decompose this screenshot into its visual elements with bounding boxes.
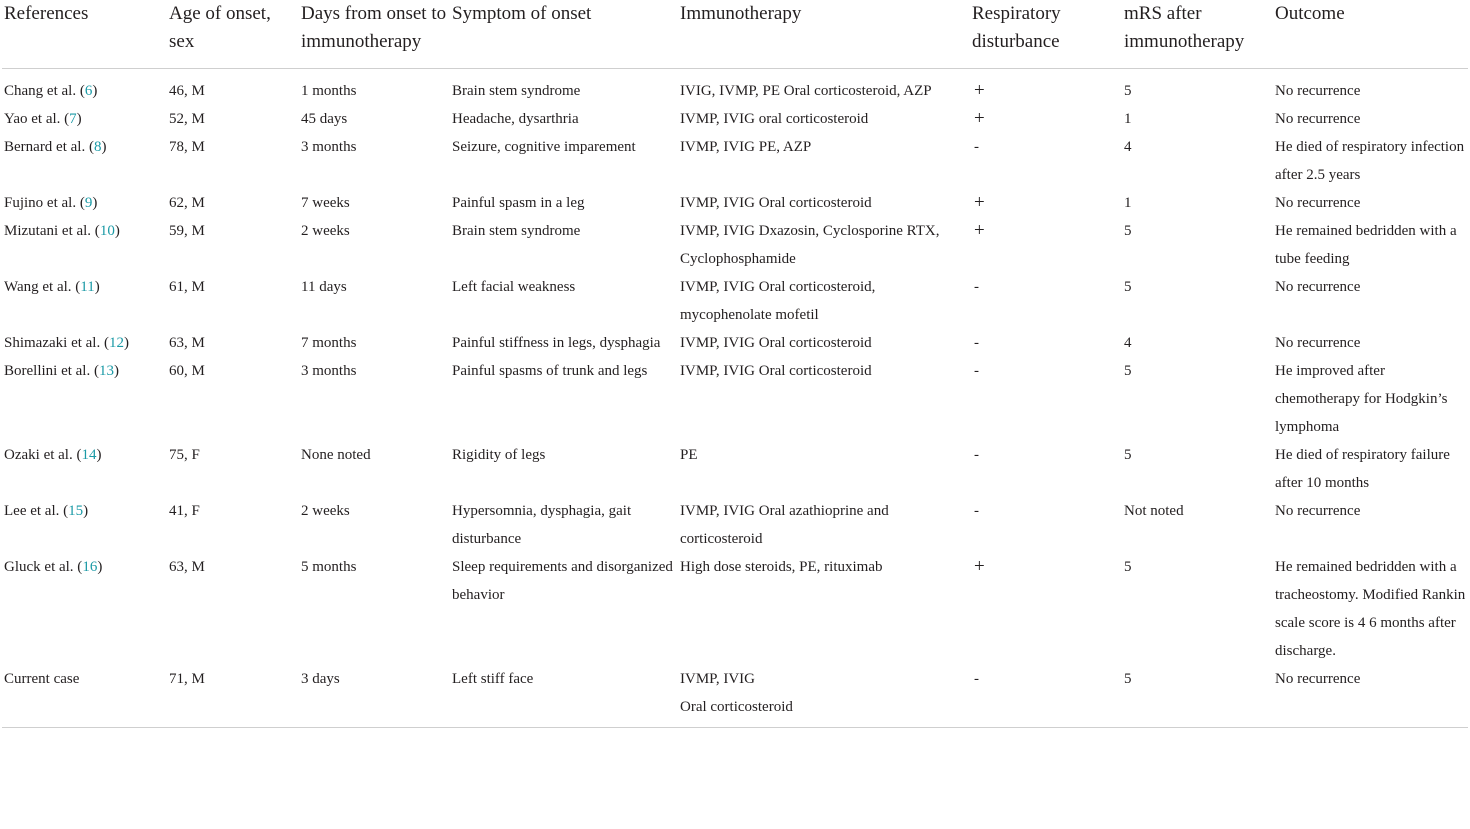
cell-mrs: 5	[1124, 83, 1132, 99]
immunotherapy-line: Oral corticosteroid	[680, 699, 793, 715]
cell-symptom: Brain stem syndrome	[452, 223, 581, 239]
table-row	[2, 441, 1468, 497]
table-row	[2, 69, 1468, 106]
cell-respiratory: -	[974, 139, 979, 155]
table-row	[2, 273, 1468, 329]
cell-symptom: Sleep requirements and disorganized behavior	[452, 559, 673, 603]
reference-link[interactable]: 16	[82, 559, 98, 575]
header-respiratory: Respiratory disturbance	[970, 0, 1122, 69]
cell-immunotherapy: IVMP, IVIG Oral corticosteroid, mycophenolate mofetil	[680, 279, 876, 323]
cell-age-sex: 46, M	[169, 83, 205, 99]
cell-reference: Ozaki et al. (14)	[4, 447, 102, 463]
cell-symptom: Painful spasm in a leg	[452, 195, 585, 211]
cell-age-sex: 71, M	[167, 665, 299, 728]
cell-respiratory: -	[974, 503, 979, 519]
cell-mrs: 5	[1124, 447, 1132, 463]
table-row	[2, 105, 1468, 133]
reference-link[interactable]: 7	[69, 111, 77, 127]
cell-reference: Mizutani et al. (10)	[4, 223, 120, 239]
cell-immunotherapy: IVMP, IVIG Oral corticosteroid	[680, 363, 872, 379]
table-row	[2, 189, 1468, 217]
cell-reference: Lee et al. (15)	[4, 503, 89, 519]
cell-reference: Fujino et al. (9)	[4, 195, 98, 211]
cell-mrs: 5	[1124, 363, 1132, 379]
reference-link[interactable]: 13	[98, 363, 114, 379]
reference-link[interactable]: 14	[81, 447, 97, 463]
cell-respiratory: -	[974, 335, 979, 351]
cell-age-sex: 41, F	[169, 503, 200, 519]
cell-age-sex: 63, M	[169, 335, 205, 351]
cell-age-sex: 62, M	[169, 195, 205, 211]
table-row	[2, 217, 1468, 273]
cell-immunotherapy: IVIG, IVMP, PE Oral corticosteroid, AZP	[680, 83, 932, 99]
cell-reference: Yao et al. (7)	[4, 111, 82, 127]
cell-respiratory: +	[974, 192, 985, 213]
cell-symptom: Headache, dysarthria	[452, 111, 579, 127]
cell-reference: Current case	[2, 665, 167, 728]
cell-immunotherapy: High dose steroids, PE, rituximab	[680, 559, 883, 575]
cell-age-sex: 60, M	[169, 363, 205, 379]
cell-reference: Wang et al. (11)	[4, 279, 100, 295]
cell-mrs: 1	[1124, 111, 1132, 127]
cell-outcome: He remained bedridden with a tube feeding	[1275, 223, 1457, 267]
cell-immunotherapy: IVMP, IVIG Oral azathioprine and corticosteroid	[680, 503, 889, 547]
cell-outcome: No recurrence	[1275, 503, 1361, 519]
cell-mrs: 5	[1124, 279, 1132, 295]
cell-symptom: Painful spasms of trunk and legs	[452, 363, 648, 379]
cell-symptom: Painful stiffness in legs, dysphagia	[452, 335, 661, 351]
table-body	[2, 69, 1468, 728]
table-row	[2, 497, 1468, 553]
cell-days: 3 months	[301, 363, 357, 379]
cell-symptom: Seizure, cognitive imparement	[452, 139, 636, 155]
cell-symptom: Hypersomnia, dysphagia, gait disturbance	[452, 503, 632, 547]
cell-immunotherapy: IVMP, IVIG oral corticosteroid	[680, 111, 869, 127]
cell-outcome: No recurrence	[1275, 195, 1361, 211]
cell-respiratory: -	[974, 447, 979, 463]
cell-age-sex: 75, F	[169, 447, 200, 463]
header-age-sex: Age of onset, sex	[167, 0, 299, 69]
table-row	[2, 329, 1468, 357]
cell-days: 2 weeks	[301, 223, 350, 239]
cell-days: 3 months	[301, 139, 357, 155]
reference-link[interactable]: 10	[99, 223, 115, 239]
cell-respiratory: +	[974, 108, 985, 129]
cell-days: 7 months	[301, 335, 357, 351]
cell-age-sex: 63, M	[169, 559, 205, 575]
cell-mrs: 5	[1124, 559, 1132, 575]
cell-outcome: No recurrence	[1275, 83, 1361, 99]
cell-outcome: No recurrence	[1275, 279, 1361, 295]
cell-age-sex: 59, M	[169, 223, 205, 239]
table-row	[2, 357, 1468, 441]
cell-immunotherapy: PE	[680, 447, 698, 463]
cell-symptom: Brain stem syndrome	[452, 83, 581, 99]
case-comparison-table	[2, 0, 1468, 728]
cell-age-sex: 61, M	[169, 279, 205, 295]
reference-link[interactable]: 12	[108, 335, 124, 351]
cell-immunotherapy: IVMP, IVIG Oral corticosteroid	[680, 195, 872, 211]
cell-outcome: No recurrence	[1273, 665, 1468, 728]
cell-mrs: 4	[1124, 335, 1132, 351]
cell-outcome: He improved after chemotherapy for Hodgkin’s lymphoma	[1275, 363, 1448, 435]
reference-link[interactable]: 6	[84, 83, 93, 99]
cell-outcome: No recurrence	[1275, 335, 1361, 351]
cell-days: 2 weeks	[301, 503, 350, 519]
cell-respiratory: +	[974, 556, 985, 577]
cell-immunotherapy	[678, 665, 970, 728]
cell-days: 11 days	[301, 279, 347, 295]
cell-respiratory: -	[974, 363, 979, 379]
reference-link[interactable]: 8	[93, 139, 102, 155]
cell-respiratory: +	[974, 80, 985, 101]
cell-respiratory: -	[970, 665, 1122, 728]
cell-respiratory: -	[974, 279, 979, 295]
cell-outcome: He died of respiratory failure after 10 months	[1275, 447, 1450, 491]
cell-respiratory: +	[974, 220, 985, 241]
cell-days: 5 months	[301, 559, 357, 575]
cell-days: 1 months	[301, 83, 357, 99]
cell-reference: Gluck et al. (16)	[4, 559, 103, 575]
header-immunotherapy: Immunotherapy	[678, 0, 970, 69]
header-symptom: Symptom of onset	[450, 0, 678, 69]
cell-mrs: 1	[1124, 195, 1132, 211]
cell-age-sex: 78, M	[169, 139, 205, 155]
cell-days: 45 days	[301, 111, 348, 127]
cell-mrs: 5	[1124, 223, 1132, 239]
cell-days: 7 weeks	[301, 195, 350, 211]
header-row	[2, 0, 1468, 69]
reference-link[interactable]: 9	[84, 195, 93, 211]
table-row	[2, 665, 1468, 728]
table-header	[2, 0, 1468, 69]
cell-outcome: He died of respiratory infection after 2.5 years	[1275, 139, 1465, 183]
table-row	[2, 133, 1468, 189]
cell-immunotherapy: IVMP, IVIG Dxazosin, Cyclosporine RTX, Cyclophosphamide	[680, 223, 940, 267]
cell-mrs: Not noted	[1124, 503, 1184, 519]
cell-symptom: Rigidity of legs	[452, 447, 546, 463]
reference-link[interactable]: 15	[68, 503, 84, 519]
cell-reference: Bernard et al. (8)	[4, 139, 107, 155]
cell-reference: Shimazaki et al. (12)	[4, 335, 129, 351]
cell-mrs: 4	[1124, 139, 1132, 155]
cell-immunotherapy: IVMP, IVIG Oral corticosteroid	[680, 335, 872, 351]
cell-immunotherapy: IVMP, IVIG PE, AZP	[680, 139, 812, 155]
cell-outcome: No recurrence	[1275, 111, 1361, 127]
immunotherapy-line: IVMP, IVIG	[680, 671, 755, 687]
cell-age-sex: 52, M	[169, 111, 205, 127]
cell-days: 3 days	[299, 665, 450, 728]
cell-symptom: Left stiff face	[450, 665, 678, 728]
cell-symptom: Left facial weakness	[452, 279, 576, 295]
cell-days: None noted	[301, 447, 371, 463]
cell-mrs: 5	[1122, 665, 1273, 728]
reference-link[interactable]: 11	[80, 279, 95, 295]
header-days-to-immunotherapy: Days from onset to immunotherapy	[299, 0, 450, 69]
table-row	[2, 553, 1468, 665]
cell-reference: Chang et al. (6)	[4, 83, 98, 99]
header-mrs: mRS after immunotherapy	[1122, 0, 1273, 69]
cell-outcome: He remained bedridden with a tracheostomy. Modified Rankin scale score is 4 6 months after discharge.	[1275, 559, 1466, 659]
header-outcome: Outcome	[1273, 0, 1468, 69]
header-references: References	[2, 0, 167, 69]
cell-reference: Borellini et al. (13)	[4, 363, 119, 379]
